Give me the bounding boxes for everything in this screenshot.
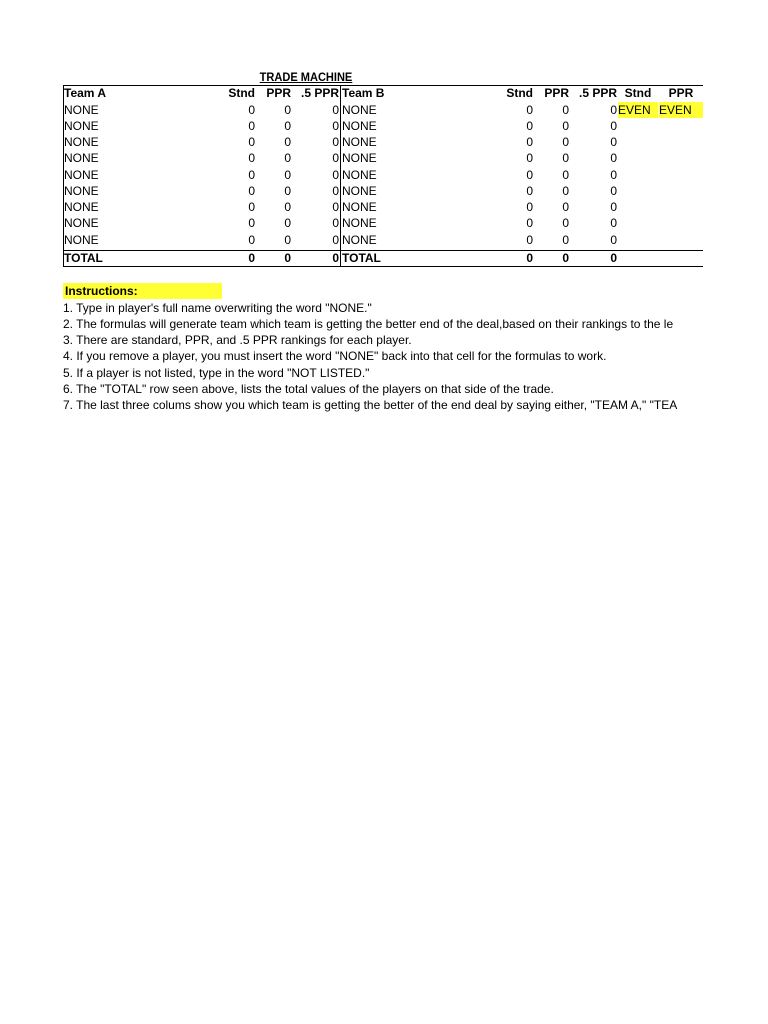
team-b-player-half-ppr[interactable]: 0 xyxy=(610,200,617,214)
team-b-player-stnd[interactable]: 0 xyxy=(526,168,533,182)
team-b-player-stnd[interactable]: 0 xyxy=(526,151,533,165)
instruction-1: 1. Type in player's full name overwriting the word "NONE." xyxy=(63,301,372,315)
instruction-5: 5. If a player is not listed, type in the word "NOT LISTED." xyxy=(63,366,370,380)
team-a-player-name[interactable]: NONE xyxy=(64,103,99,117)
team-b-player-name[interactable]: NONE xyxy=(342,216,377,230)
instruction-2: 2. The formulas will generate team which team is getting the better end of the deal,based on their rankings to the le xyxy=(63,317,674,331)
team-b-player-name[interactable]: NONE xyxy=(342,151,377,165)
team-a-player-ppr[interactable]: 0 xyxy=(284,168,291,182)
team-a-player-stnd[interactable]: 0 xyxy=(248,103,255,117)
team-a-player-half-ppr[interactable]: 0 xyxy=(332,103,339,117)
instructions-title: Instructions: xyxy=(63,283,222,299)
team-a-player-half-ppr[interactable]: 0 xyxy=(332,119,339,133)
team-b-player-stnd[interactable]: 0 xyxy=(526,233,533,247)
player-row xyxy=(63,215,703,231)
player-row xyxy=(63,167,703,183)
team-a-player-half-ppr[interactable]: 0 xyxy=(332,151,339,165)
team-b-player-name[interactable]: NONE xyxy=(342,200,377,214)
team-b-player-name[interactable]: NONE xyxy=(342,184,377,198)
instruction-7: 7. The last three colums show you which team is getting the better of the end deal by saying either, "TEAM A," "TEA xyxy=(63,398,678,412)
team-a-stnd-header[interactable]: Stnd xyxy=(228,86,255,100)
team-b-player-half-ppr[interactable]: 0 xyxy=(610,216,617,230)
team-a-player-name[interactable]: NONE xyxy=(64,233,99,247)
team-a-total-stnd[interactable]: 0 xyxy=(248,251,255,265)
team-a-total-label[interactable]: TOTAL xyxy=(64,251,103,265)
team-a-player-ppr[interactable]: 0 xyxy=(284,151,291,165)
team-a-player-half-ppr[interactable]: 0 xyxy=(332,216,339,230)
team-b-player-stnd[interactable]: 0 xyxy=(526,135,533,149)
instruction-4: 4. If you remove a player, you must insert the word "NONE" back into that cell for the formulas to work. xyxy=(63,349,607,363)
player-row xyxy=(63,134,703,150)
team-b-player-ppr[interactable]: 0 xyxy=(562,233,569,247)
team-a-total-half-ppr[interactable]: 0 xyxy=(332,251,339,265)
team-a-player-name[interactable]: NONE xyxy=(64,151,99,165)
player-row xyxy=(63,232,703,248)
team-b-player-half-ppr[interactable]: 0 xyxy=(610,168,617,182)
team-a-player-name[interactable]: NONE xyxy=(64,135,99,149)
team-b-player-name[interactable]: NONE xyxy=(342,119,377,133)
team-a-player-name[interactable]: NONE xyxy=(64,200,99,214)
table-bottom-border xyxy=(63,266,703,267)
team-a-ppr-header[interactable]: PPR xyxy=(266,86,291,100)
team-b-player-half-ppr[interactable]: 0 xyxy=(610,135,617,149)
team-b-player-stnd[interactable]: 0 xyxy=(526,103,533,117)
player-row xyxy=(63,118,703,134)
team-divider xyxy=(340,85,341,267)
team-b-player-name[interactable]: NONE xyxy=(342,168,377,182)
team-a-player-ppr[interactable]: 0 xyxy=(284,184,291,198)
player-row xyxy=(63,102,703,118)
table-left-border xyxy=(63,85,64,267)
result-stnd-header[interactable]: Stnd xyxy=(624,86,652,100)
team-b-ppr-header[interactable]: PPR xyxy=(544,86,569,100)
team-a-player-ppr[interactable]: 0 xyxy=(284,216,291,230)
result-ppr[interactable]: EVEN xyxy=(659,102,703,118)
team-b-half-ppr-header[interactable]: .5 PPR xyxy=(578,86,617,100)
sheet-title: TRADE MACHINE xyxy=(259,70,353,84)
team-b-player-ppr[interactable]: 0 xyxy=(562,103,569,117)
team-a-player-ppr[interactable]: 0 xyxy=(284,200,291,214)
team-b-total-label[interactable]: TOTAL xyxy=(342,251,381,265)
team-a-player-half-ppr[interactable]: 0 xyxy=(332,135,339,149)
team-b-player-name[interactable]: NONE xyxy=(342,103,377,117)
team-b-total-half-ppr[interactable]: 0 xyxy=(610,251,617,265)
player-row xyxy=(63,199,703,215)
team-b-player-ppr[interactable]: 0 xyxy=(562,135,569,149)
team-b-player-half-ppr[interactable]: 0 xyxy=(610,233,617,247)
team-b-stnd-header[interactable]: Stnd xyxy=(506,86,533,100)
team-b-player-half-ppr[interactable]: 0 xyxy=(610,103,617,117)
team-a-player-name[interactable]: NONE xyxy=(64,168,99,182)
instruction-3: 3. There are standard, PPR, and .5 PPR rankings for each player. xyxy=(63,333,412,347)
team-b-player-half-ppr[interactable]: 0 xyxy=(610,119,617,133)
team-a-header[interactable]: Team A xyxy=(64,86,107,100)
team-b-total-stnd[interactable]: 0 xyxy=(526,251,533,265)
team-a-player-half-ppr[interactable]: 0 xyxy=(332,200,339,214)
header-row xyxy=(63,85,703,101)
team-a-player-stnd[interactable]: 0 xyxy=(248,216,255,230)
team-b-player-name[interactable]: NONE xyxy=(342,233,377,247)
team-a-player-name[interactable]: NONE xyxy=(64,119,99,133)
team-a-player-half-ppr[interactable]: 0 xyxy=(332,184,339,198)
team-b-player-stnd[interactable]: 0 xyxy=(526,200,533,214)
team-b-player-stnd[interactable]: 0 xyxy=(526,119,533,133)
team-a-player-stnd[interactable]: 0 xyxy=(248,135,255,149)
result-stnd[interactable]: EVEN xyxy=(618,102,658,118)
team-b-player-ppr[interactable]: 0 xyxy=(562,151,569,165)
team-a-player-ppr[interactable]: 0 xyxy=(284,135,291,149)
team-b-player-ppr[interactable]: 0 xyxy=(562,168,569,182)
team-b-player-name[interactable]: NONE xyxy=(342,135,377,149)
team-a-player-stnd[interactable]: 0 xyxy=(248,233,255,247)
team-a-player-name[interactable]: NONE xyxy=(64,216,99,230)
total-row xyxy=(63,250,703,266)
team-b-total-ppr[interactable]: 0 xyxy=(562,251,569,265)
team-a-player-stnd[interactable]: 0 xyxy=(248,200,255,214)
team-b-player-stnd[interactable]: 0 xyxy=(526,216,533,230)
team-a-total-ppr[interactable]: 0 xyxy=(284,251,291,265)
team-b-player-ppr[interactable]: 0 xyxy=(562,119,569,133)
result-ppr-header[interactable]: PPR xyxy=(668,86,694,100)
player-row xyxy=(63,183,703,199)
table-top-border xyxy=(63,85,703,86)
team-a-player-stnd[interactable]: 0 xyxy=(248,151,255,165)
team-a-player-stnd[interactable]: 0 xyxy=(248,168,255,182)
team-b-player-ppr[interactable]: 0 xyxy=(562,216,569,230)
team-b-player-ppr[interactable]: 0 xyxy=(562,184,569,198)
team-a-player-half-ppr[interactable]: 0 xyxy=(332,233,339,247)
team-b-player-half-ppr[interactable]: 0 xyxy=(610,151,617,165)
team-a-player-stnd[interactable]: 0 xyxy=(248,119,255,133)
team-a-player-ppr[interactable]: 0 xyxy=(284,103,291,117)
team-a-player-ppr[interactable]: 0 xyxy=(284,233,291,247)
total-top-border xyxy=(63,250,703,251)
team-a-player-name[interactable]: NONE xyxy=(64,184,99,198)
player-row xyxy=(63,150,703,166)
team-a-half-ppr-header[interactable]: .5 PPR xyxy=(300,86,339,100)
team-b-header[interactable]: Team B xyxy=(342,86,385,100)
team-a-player-stnd[interactable]: 0 xyxy=(248,184,255,198)
team-a-player-ppr[interactable]: 0 xyxy=(284,119,291,133)
instruction-6: 6. The "TOTAL" row seen above, lists the total values of the players on that side of the trade. xyxy=(63,382,554,396)
team-b-player-stnd[interactable]: 0 xyxy=(526,184,533,198)
team-b-player-half-ppr[interactable]: 0 xyxy=(610,184,617,198)
team-b-player-ppr[interactable]: 0 xyxy=(562,200,569,214)
team-a-player-half-ppr[interactable]: 0 xyxy=(332,168,339,182)
